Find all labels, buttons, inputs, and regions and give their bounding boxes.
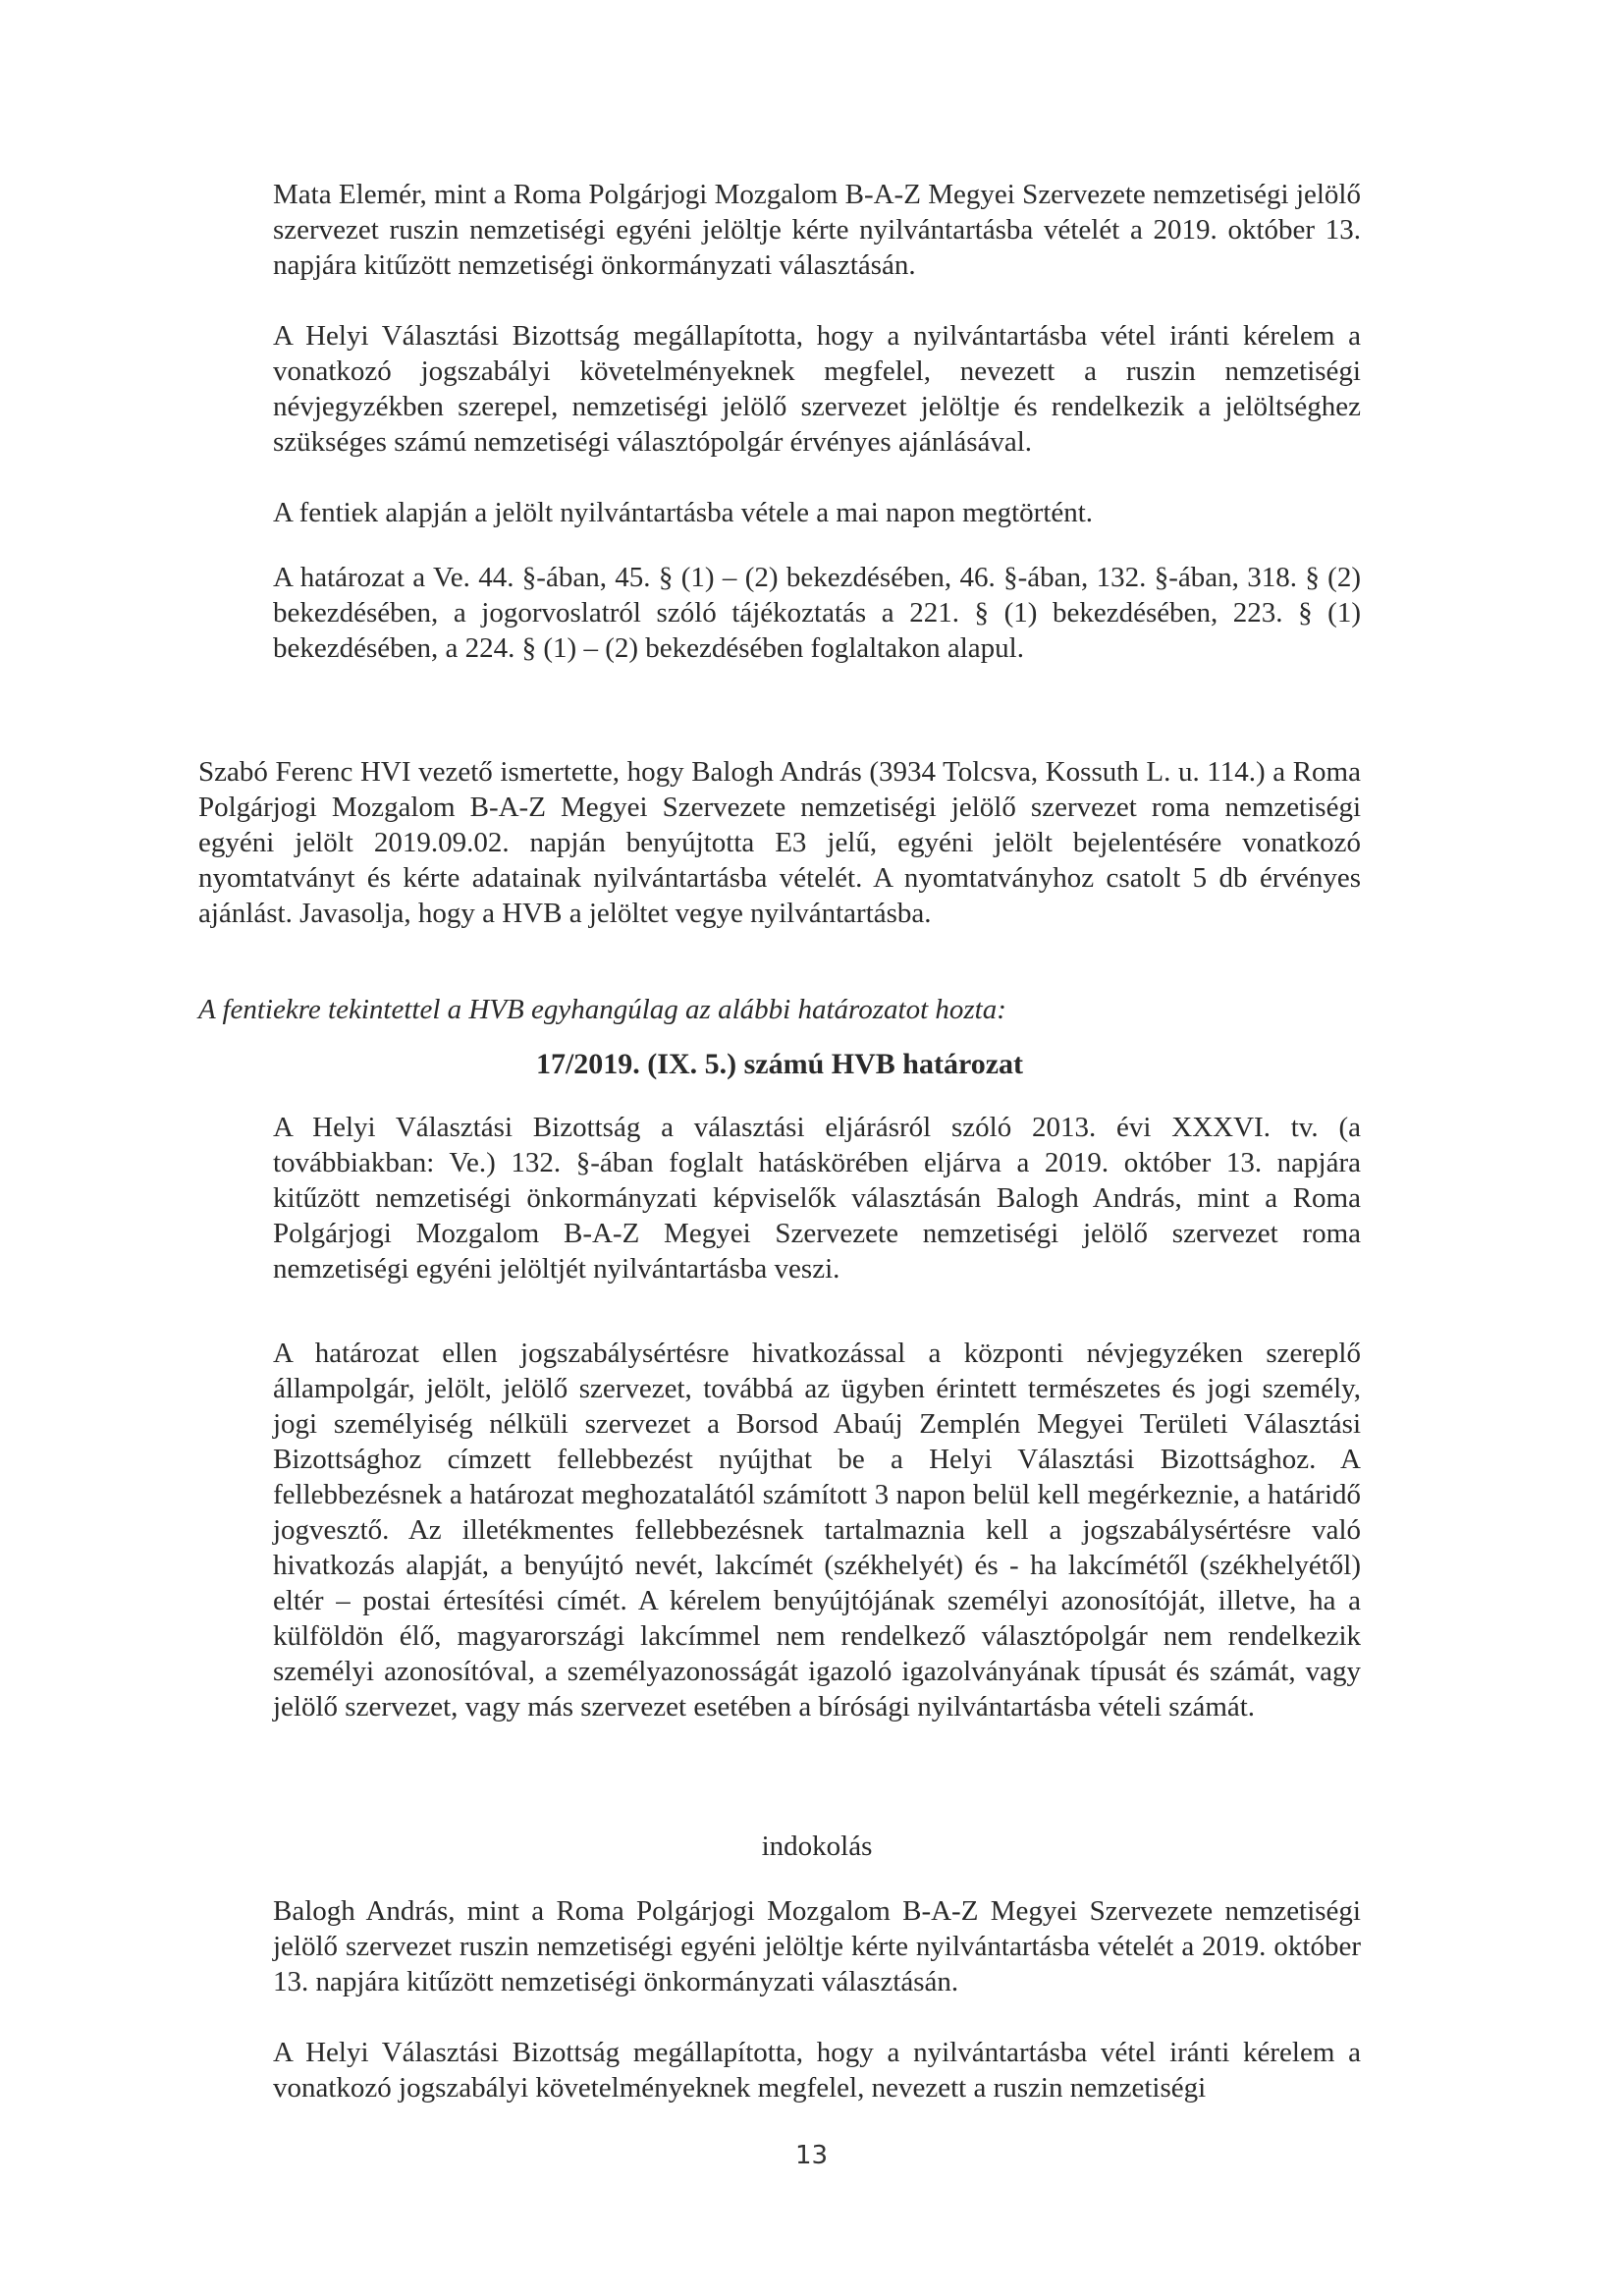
paragraph-candidate-request-1: Mata Elemér, mint a Roma Polgárjogi Mozgalom B-A-Z Megyei Szervezete nemzetiségi jelölő szervezet ruszin nemzetiségi egyéni jelöltje kérte nyilvántartásba vételét a 2019. október 13. napjára kitűzött nemzetiségi önkormányzati választásán. — [273, 179, 1361, 281]
paragraph-candidate-request-2: Balogh András, mint a Roma Polgárjogi Mozgalom B-A-Z Megyei Szervezete nemzetiségi jelölő szervezet ruszin nemzetiségi egyéni jelöltje kérte nyilvántartásba vételét a 2019. október 13. napjára kitűzött nemzetiségi önkormányzati választásán. — [273, 1895, 1361, 1997]
reasoning-label: indokolás — [761, 1831, 873, 1862]
paragraph-committee-finding-2: A Helyi Választási Bizottság megállapította, hogy a nyilvántartásba vétel iránti kérelem a vonatkozó jogszabályi követelményeknek megfelel, nevezett a ruszin nemzetiségi — [273, 2037, 1361, 2104]
decision-heading: 17/2019. (IX. 5.) számú HVB határozat — [535, 1048, 1024, 1080]
paragraph-legal-basis: A határozat a Ve. 44. §-ában, 45. § (1) – (2) bekezdésében, 46. §-ában, 132. §-ában, 318. § (2) bekezdésében, a jogorvoslatról szóló tájékoztatás a 221. § (1) bekezdésében, 223. § (1) bekezdésében, a 224. § (1) – (2) bekezdésében foglaltakon alapul. — [273, 562, 1361, 664]
paragraph-appeal-info: A határozat ellen jogszabálysértésre hivatkozással a központi névjegyzéken szereplő állampolgár, jelölt, jelölő szervezet, továbbá az ügyben érintett természetes és jogi személy, jogi személyiség nélküli szervezet a Borsod Abaúj Zemplén Megyei Területi Választási Bizottsághoz címzett fellebbezést nyújthat be a Helyi Választási Bizottsághoz. A fellebbezésnek a határozat meghozatalától számított 3 napon belül kell megérkeznie, a határidő jogvesztő. Az illetékmentes fellebbezésnek tartalmaznia kell a jogszabálysértésre való hivatkozás alapját, a benyújtó nevét, lakcímét (székhelyét) és - ha lakcímétől (székhelyétől) eltér – postai értesítési címét. A kérelem benyújtójának személyi azonosítóját, illetve, ha a külföldön élő, magyarországi lakcímmel nem rendelkező választópolgár nem rendelkezik személyi azonosítóval, a személyazonosságát igazoló igazolványának típusát és számát, vagy jelölő szervezet, vagy más szervezet esetében a bírósági nyilvántartásba vételi számát. — [273, 1338, 1361, 1722]
paragraph-decision-intro: A fentiekre tekintettel a HVB egyhangúlag az alábbi határozatot hozta: — [198, 994, 1006, 1025]
paragraph-committee-finding-1: A Helyi Választási Bizottság megállapította, hogy a nyilvántartásba vétel iránti kérelem a vonatkozó jogszabályi követelményeknek megfelel, nevezett a ruszin nemzetiségi névjegyzékben szerepel, nemzetiségi jelölő szervezet jelöltje és rendelkezik a jelöltséghez szükséges számú nemzetiségi választópolgár érvényes ajánlásával. — [273, 320, 1361, 458]
paragraph-registration-done: A fentiek alapján a jelölt nyilvántartásba vétele a mai napon megtörtént. — [273, 497, 1094, 528]
page-number: 13 — [794, 2141, 829, 2170]
paragraph-hvi-report: Szabó Ferenc HVI vezető ismertette, hogy Balogh András (3934 Tolcsva, Kossuth L. u. 114.) a Roma Polgárjogi Mozgalom B-A-Z Megyei Szervezete nemzetiségi jelölő szervezet roma nemzetiségi egyéni jelölt 2019.09.02. napján benyújtotta E3 jelű, egyéni jelölt bejelentésére vonatkozó nyomtatványt és kérte adatainak nyilvántartásba vételét. A nyomtatványhoz csatolt 5 db érvényes ajánlást. Javasolja, hogy a HVB a jelöltet vegye nyilvántartásba. — [198, 756, 1361, 929]
paragraph-decision-body: A Helyi Választási Bizottság a választási eljárásról szóló 2013. évi XXXVI. tv. (a továbbiakban: Ve.) 132. §-ában foglalt hatáskörében eljárva a 2019. október 13. napjára kitűzött nemzetiségi önkormányzati képviselők választásán Balogh András, mint a Roma Polgárjogi Mozgalom B-A-Z Megyei Szervezete nemzetiségi jelölő szervezet roma nemzetiségi egyéni jelöltjét nyilvántartásba veszi. — [273, 1112, 1361, 1285]
